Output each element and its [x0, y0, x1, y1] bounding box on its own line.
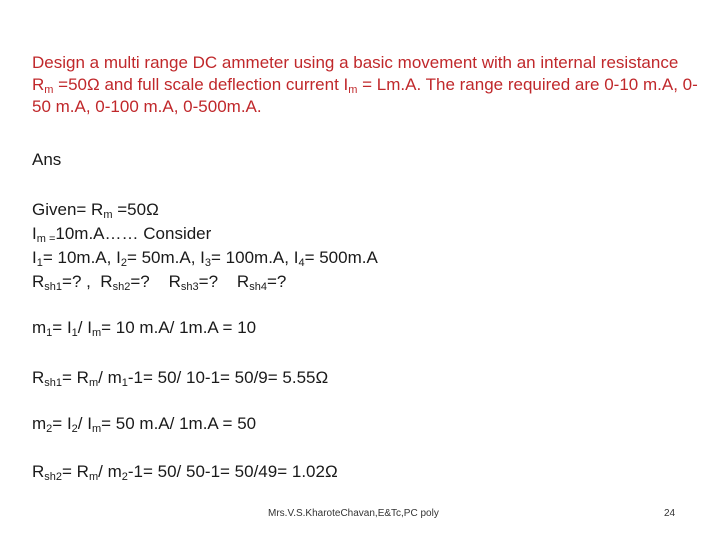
- im-text-2: 10m.A……: [55, 224, 139, 243]
- currents-sub-1: 1: [36, 257, 43, 269]
- unknowns-text-3: =? R: [130, 272, 181, 291]
- problem-sub-2: m: [348, 84, 358, 96]
- currents-text-3: = 50m.A, I: [126, 248, 205, 267]
- rsh2-text-3: / m: [98, 462, 122, 481]
- rsh1-sub-3: 1: [121, 377, 128, 389]
- unknowns-sub-2: sh2: [112, 281, 131, 293]
- m2-text-1: m: [32, 414, 47, 433]
- problem-sub-1: m: [44, 84, 54, 96]
- unknowns-text-5: =?: [266, 272, 287, 291]
- m1-text-1: m: [32, 318, 47, 337]
- rsh1-sub-1: sh1: [44, 377, 63, 389]
- im-text-3: Consider: [138, 224, 212, 243]
- rsh2-sub-1: sh2: [44, 471, 63, 483]
- m1-equation: [32, 318, 256, 338]
- m2-equation: [32, 414, 256, 434]
- currents-text-5: = 500m.A: [304, 248, 378, 267]
- unknowns-text-1: R: [32, 272, 45, 291]
- problem-text-3: = Lm.A. The range required are 0-10 m.A, 0-50 m.A, 0-100 m.A, 0-500m.A.: [32, 75, 698, 116]
- given-line: [32, 200, 159, 220]
- unknowns-text-2: =? , R: [62, 272, 113, 291]
- m1-sub-3: m: [91, 327, 102, 339]
- rsh2-equation: [32, 462, 338, 482]
- im-line: [32, 224, 211, 244]
- currents-sub-4: 4: [298, 257, 305, 269]
- m2-sub-2: 2: [71, 423, 78, 435]
- unknowns-sub-1: sh1: [44, 281, 63, 293]
- rsh2-text-4: -1= 50/ 50-1= 50/49= 1.02Ω: [127, 462, 338, 481]
- given-sub-1: m: [103, 209, 113, 221]
- rsh2-sub-2: m: [88, 471, 99, 483]
- currents-text-1: I: [32, 248, 37, 267]
- problem-text-1: Design a multi range DC ammeter using a basic movement with an internal resistance R: [32, 53, 679, 94]
- currents-sub-2: 2: [120, 257, 127, 269]
- rsh1-text-1: R: [32, 368, 45, 387]
- rsh2-text-1: R: [32, 462, 45, 481]
- rsh1-text-3: / m: [98, 368, 122, 387]
- m1-text-2: = I: [52, 318, 72, 337]
- m1-sub-2: 1: [71, 327, 78, 339]
- currents-sub-3: 3: [204, 257, 212, 269]
- unknowns-sub-3: sh3: [180, 281, 199, 293]
- m1-text-4: = 10 m.A/ 1m.A = 10: [101, 318, 257, 337]
- rsh1-text-2: = R: [62, 368, 89, 387]
- rsh1-sub-2: m: [88, 377, 99, 389]
- rsh2-sub-3: 2: [121, 471, 128, 483]
- m2-text-3: / I: [77, 414, 92, 433]
- rsh1-equation: [32, 368, 328, 388]
- m2-sub-1: 2: [46, 423, 53, 435]
- m2-text-4: = 50 m.A/ 1m.A = 50: [101, 414, 257, 433]
- unknowns-sub-4: sh4: [249, 281, 267, 293]
- im-text-1: I: [32, 224, 37, 243]
- m2-text-2: = I: [52, 414, 72, 433]
- given-text-2: =50Ω: [112, 200, 159, 219]
- unknowns-line: [32, 272, 286, 292]
- page-number: 24: [664, 508, 676, 519]
- unknowns-text-4: =? R: [198, 272, 250, 291]
- problem-statement: [32, 52, 702, 118]
- given-text-1: Given= R: [32, 200, 104, 219]
- im-sub-1: m =: [36, 233, 56, 245]
- m2-sub-3: m: [91, 423, 102, 435]
- rsh1-text-4: -1= 50/ 10-1= 50/9= 5.55Ω: [127, 368, 329, 387]
- currents-line: [32, 248, 378, 268]
- problem-text-2: =50Ω and full scale deflection current I: [53, 75, 349, 94]
- m1-text-3: / I: [77, 318, 92, 337]
- footer-credit: Mrs.V.S.KharoteChavan,E&Tc,PC poly: [268, 508, 439, 519]
- currents-text-4: = 100m.A, I: [211, 248, 299, 267]
- m1-sub-1: 1: [46, 327, 53, 339]
- currents-text-2: = 10m.A, I: [42, 248, 121, 267]
- rsh2-text-2: = R: [62, 462, 89, 481]
- ans-label: Ans: [32, 150, 62, 169]
